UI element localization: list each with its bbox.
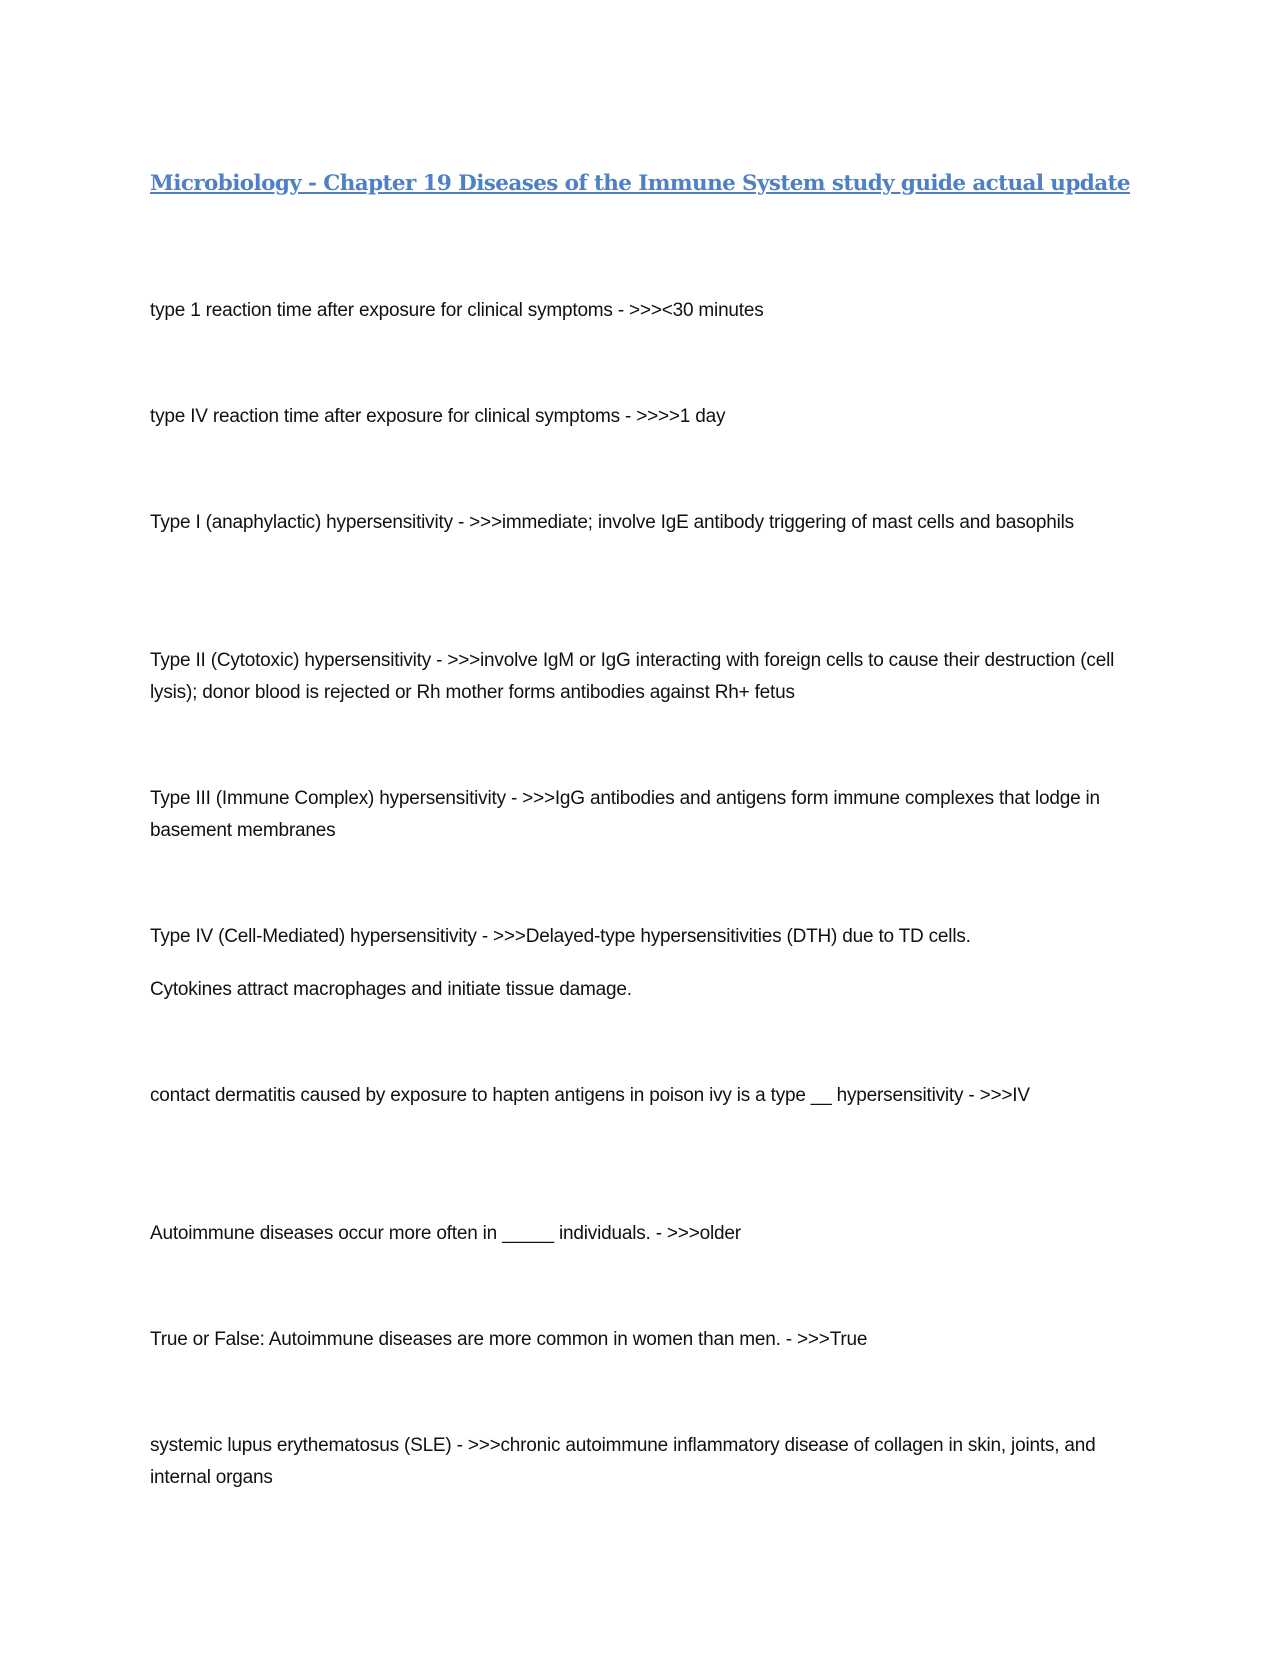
paragraph: Autoimmune diseases occur more often in _____ individuals. - >>>older: [150, 1223, 741, 1244]
paragraph: Type I (anaphylactic) hypersensitivity - >>>immediate; involve IgE antibody triggering of mast cells and basophils: [150, 512, 1074, 533]
paragraph: Type II (Cytotoxic) hypersensitivity - >>>involve IgM or IgG interacting with foreign cells to cause their destruction (cell lysis); donor blood is rejected or Rh mother forms antibodies against Rh+ fetus: [150, 650, 1115, 703]
paragraph: contact dermatitis caused by exposure to hapten antigens in poison ivy is a type __ hypersensitivity - >>>IV: [150, 1085, 1030, 1106]
paragraph: Type IV (Cell-Mediated) hypersensitivity - >>>Delayed-type hypersensitivities (DTH) due to TD cells.: [150, 926, 971, 947]
paragraph: type 1 reaction time after exposure for clinical symptoms - >>><30 minutes: [150, 300, 764, 321]
paragraph: True or False: Autoimmune diseases are more common in women than men. - >>>True: [150, 1329, 868, 1350]
paragraph: type IV reaction time after exposure for clinical symptoms - >>>>1 day: [150, 406, 726, 427]
document-title[interactable]: Microbiology - Chapter 19 Diseases of the Immune System study guide actual update: [150, 171, 1130, 196]
paragraph: Cytokines attract macrophages and initiate tissue damage.: [150, 979, 632, 1000]
paragraph: Type III (Immune Complex) hypersensitivity - >>>IgG antibodies and antigens form immune complexes that lodge in basement membranes: [150, 788, 1100, 841]
paragraph: systemic lupus erythematosus (SLE) - >>>chronic autoimmune inflammatory disease of collagen in skin, joints, and internal organs: [150, 1435, 1096, 1488]
